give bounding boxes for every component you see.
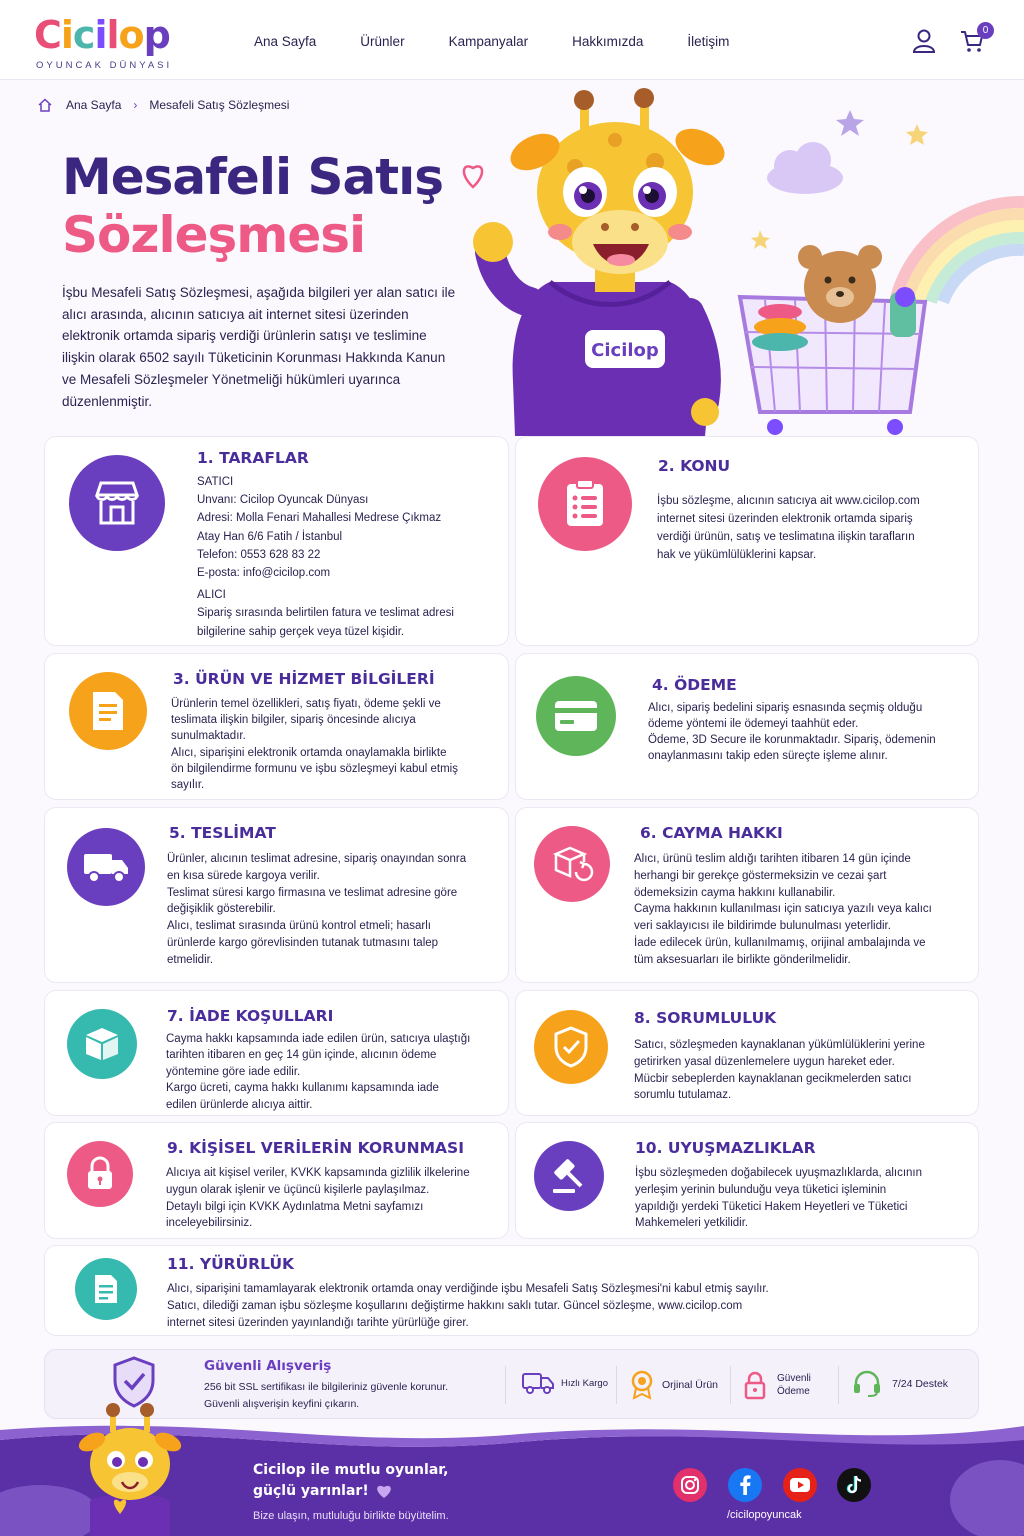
section-body: İşbu sözleşmeden doğabilecek uyuşmazlıklarda, alıcının yerleşim yerinin bulunduğu veya tüketici işleminin yapıldığı yerdeki Tüketici Hakem Heyetleri ve Tüketici Mahkemeleri yetkilidir. (635, 1167, 923, 1230)
home-icon[interactable] (38, 98, 52, 112)
star-icon (836, 110, 864, 136)
breadcrumb-current: Mesafeli Satış Sözleşmesi (149, 98, 290, 112)
rainbow-icon (895, 202, 1024, 302)
truck-icon (521, 1370, 555, 1396)
intro-paragraph: İşbu Mesafeli Satış Sözleşmesi, aşağıda bilgileri yer alan satıcı ile alıcı arasında, alıcının satıcıya ait internet sitesi üzerinden elektronik ortamda sipariş verdiği ürünlerin satışı ve teslimine ilişkin olarak 6502 sayılı Tüketicinin Korunması Hakkında Kanun ve Mesafeli Sözleşmeler Yönetmeliği hükümleri uyarınca düzenlenmiştir. (62, 285, 456, 409)
document-text-icon (75, 1258, 137, 1320)
logo-tagline: OYUNCAK DÜNYASI (36, 60, 173, 71)
cloud-icon (767, 142, 843, 194)
section-title: 3. ÜRÜN VE HİZMET BİLGİLERİ (173, 670, 435, 688)
return-box-icon (534, 826, 610, 902)
section-title: 5. TESLİMAT (169, 824, 276, 842)
site-header (0, 0, 1024, 80)
section-card-delivery (44, 807, 509, 983)
section-title: 7. İADE KOŞULLARI (167, 1007, 334, 1025)
nav-home[interactable]: Ana Sayfa (254, 34, 317, 49)
nav-products[interactable]: Ürünler (360, 34, 405, 49)
heart-icon (375, 1483, 393, 1499)
feature-original-product: Orjinal Ürün (628, 1370, 718, 1400)
secure-line-1: 256 bit SSL sertifikası ile bilgileriniz güvenle korunur. (204, 1381, 449, 1393)
feature-support: 7/24 Destek (852, 1370, 948, 1398)
instagram-icon[interactable] (673, 1468, 707, 1502)
clipboard-icon (538, 457, 632, 551)
document-icon (69, 672, 147, 750)
hero-illustration (455, 82, 1024, 436)
section-title: 1. TARAFLAR (197, 449, 309, 467)
hoodie-logo-text: Cicilop (591, 340, 659, 361)
secure-title: Güvenli Alışveriş (204, 1358, 332, 1374)
logo-wordmark: Cicilop (34, 13, 170, 57)
nav-about[interactable]: Hakkımızda (572, 34, 644, 49)
breadcrumb (38, 98, 289, 112)
giraffe-mascot-footer (70, 1402, 190, 1536)
footer-subtext: Bize ulaşın, mutluluğu birlikte büyütelim. (253, 1510, 449, 1522)
section-card-returns (44, 990, 509, 1116)
star-icon (906, 124, 928, 145)
section-body: İşbu sözleşme, alıcının satıcıya ait www.cicilop.com internet sitesi üzerinden elektronik ortamda sipariş verdiği ürünün, satış ve teslimatına ilişkin tarafların hak ve yükümlülüklerini kapsar. (657, 495, 920, 561)
social-handle[interactable]: /cicilopoyuncak (727, 1509, 802, 1521)
breadcrumb-home[interactable]: Ana Sayfa (66, 98, 122, 112)
section-card-personal-data (44, 1122, 509, 1239)
facebook-icon[interactable] (728, 1468, 762, 1502)
lock-icon (743, 1370, 767, 1400)
section-title: 4. ÖDEME (652, 676, 737, 694)
tiktok-icon[interactable] (837, 1468, 871, 1502)
shield-check-icon (534, 1010, 608, 1084)
feature-fast-shipping: Hızlı Kargo (521, 1370, 608, 1396)
section-card-parties (44, 436, 509, 646)
section-card-subject (515, 436, 979, 646)
section-body: SATICI Unvanı: Cicilop Oyuncak Dünyası Adresi: Molla Fenari Mahallesi Medrese Çıkmaz Atay Han 6/6 Fatih / İstanbul Telefon: 0553 628 83 22 E-posta: info@cicilop.com ALICI Sipariş sırasında belirtilen fatura ve teslimat adresi bilgilerine sahip gerçek veya tüzel kişidir. (197, 476, 454, 638)
award-icon (628, 1370, 656, 1400)
section-title: 8. SORUMLULUK (634, 1009, 777, 1027)
heart-icon (464, 166, 482, 187)
nav-contact[interactable]: İletişim (687, 34, 730, 49)
secure-line-2: Güvenli alışverişin keyfini çıkarın. (204, 1398, 360, 1410)
section-body: Ürünlerin temel özellikleri, satış fiyatı, ödeme şekli ve teslimata ilişkin bilgiler, sipariş öncesinde alıcıya sunulmaktadır. Alıcı, siparişini elektronik ortamda onaylamakla birlikte ön bilgilendirme formunu ve işbu sözleşmeyi kabul etmiş sayılır. (171, 698, 458, 792)
divider (616, 1366, 617, 1404)
giraffe-mascot-illustration (473, 88, 730, 436)
section-title: 6. CAYMA HAKKI (640, 824, 783, 842)
lock-icon (67, 1141, 133, 1207)
section-card-disputes (515, 1122, 979, 1239)
truck-icon (67, 828, 145, 906)
nav-campaigns[interactable]: Kampanyalar (448, 34, 529, 49)
section-title: 9. KİŞİSEL VERİLERİN KORUNMASI (167, 1139, 464, 1157)
feature-secure-payment: Güvenli Ödeme (743, 1370, 821, 1400)
section-title: 2. KONU (658, 457, 731, 475)
divider (730, 1366, 731, 1404)
page-title-line1: Mesafeli Satış (62, 148, 444, 206)
section-body: Alıcıya ait kişisel veriler, KVKK kapsamında gizlilik ilkelerine uygun olarak işlenir ve üçüncü kişilerle paylaşılmaz. Detaylı bilgi için KVKK Aydınlatma Metni sayfamızı inceleyebilirsiniz. (166, 1167, 470, 1230)
section-card-product-info (44, 653, 509, 800)
logo[interactable] (34, 14, 172, 71)
section-body: Alıcı, sipariş bedelini sipariş esnasında seçmiş olduğu ödeme yöntemi ile ödemeyi taahhüt eder. Ödeme, 3D Secure ile korunmaktadır. Sipariş, ödemenin onaylanmasını takip eden süreçte işleme alınır. (648, 702, 936, 762)
main-nav (254, 34, 773, 49)
star-icon (751, 230, 770, 249)
footer-slogan-line1: Cicilop ile mutlu oyunlar, (253, 1462, 449, 1478)
credit-card-icon (536, 676, 616, 756)
headset-icon (852, 1370, 882, 1398)
section-body: Satıcı, sözleşmeden kaynaklanan yükümlülüklerini yerine getirirken yasal düzenlemelere uygun hareket eder. Mücbir sebeplerden kaynaklanan gecikmelerden satıcı sorumlu tutulamaz. (634, 1039, 925, 1102)
gavel-icon (534, 1141, 604, 1211)
section-card-effectiveness (44, 1245, 979, 1336)
chevron-right-icon: › (133, 98, 138, 112)
shield-check-icon (111, 1356, 157, 1408)
package-icon (67, 1009, 137, 1079)
section-body: Alıcı, siparişini tamamlayarak elektronik ortamda onay verdiğinde işbu Mesafeli Satış Sözleşmesi'ni kabul etmiş sayılır. Satıcı, dilediği zaman işbu sözleşme koşullarını değiştirme hakkını saklı tutar. Güncel sözleşme, www.cicilop.com internet sitesi üzerinden yayınlandığı tarihte yürürlüğe girer. (167, 1283, 769, 1329)
store-icon (69, 455, 165, 551)
section-body: Alıcı, ürünü teslim aldığı tarihten itibaren 14 gün içinde herhangi bir gerekçe göstermeksizin ve cezai şart ödemeksizin cayma hakkını kullanabilir. Cayma hakkının kullanılması için satıcıya yazılı veya kalıcı veri saklayıcısı ile bildirimde bulunulması yeterlidir. İade edilecek ürün, kullanılmamış, orijinal ambalajında ve tüm aksesuarları ile birlikte gönderilmelidir. (634, 853, 932, 966)
youtube-icon[interactable] (783, 1468, 817, 1502)
section-card-payment (515, 653, 979, 800)
section-body: Cayma hakkı kapsamında iade edilen ürün, satıcıya ulaştığı tarihten itibaren en geç 14 gün içinde, alıcının ödeme yöntemine göre iade edilir. Kargo ücreti, cayma hakkı kullanımı kapsamında iade edilen ürünlerde alıcıya aittir. (166, 1033, 471, 1111)
divider (838, 1366, 839, 1404)
footer-slogan-line2: güçlü yarınlar! (253, 1483, 393, 1499)
section-card-liability (515, 990, 979, 1116)
user-icon[interactable] (911, 28, 937, 54)
page-title-line2: Sözleşmesi (62, 206, 366, 264)
divider (505, 1366, 506, 1404)
section-title: 10. UYUŞMAZLIKLAR (635, 1139, 816, 1157)
section-title: 11. YÜRÜRLÜK (167, 1255, 295, 1273)
cart-count-badge: 0 (977, 22, 994, 39)
toy-cart-illustration (740, 245, 925, 435)
section-body: Ürünler, alıcının teslimat adresine, sipariş onayından sonra en kısa sürede kargoya verilir. Teslimat süresi kargo firmasına ve teslimat adresine göre değişiklik gösterebilir. Alıcı, teslimat sırasında ürünü kontrol etmeli; hasarlı ürünlerde kargo görevlisinden tutanak tutmasını talep etmelidir. (167, 853, 467, 966)
section-card-withdrawal (515, 807, 979, 983)
